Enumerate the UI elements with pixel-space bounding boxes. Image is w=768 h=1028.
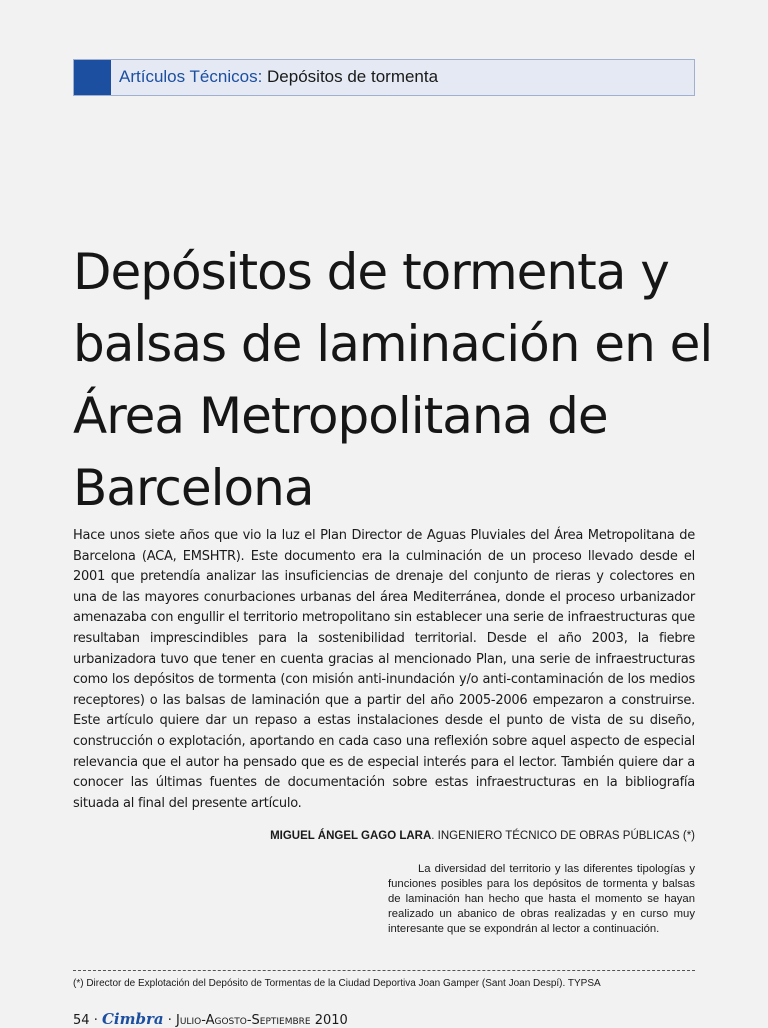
author-role: . INGENIERO TÉCNICO DE OBRAS PÚBLICAS (*) bbox=[431, 830, 695, 842]
section-header bbox=[73, 59, 695, 96]
intro-paragraph: La diversidad del territorio y las diferentes tipologías y funciones posibles para los depósitos de tormenta y balsas de laminación han hecho que hasta el momento se hayan realizado un abanico de obras realizadas y en curso muy interesante que se expondrán al lector a continuación. bbox=[388, 863, 695, 936]
author-name: MIGUEL ÁNGEL GAGO LARA bbox=[270, 830, 432, 842]
article-title: Depósitos de tormenta y balsas de laminación en el Área Metropolitana de Barcelona bbox=[73, 243, 713, 517]
footnote: (*) Director de Explotación del Depósito de Tormentas de la Ciudad Deportiva Joan Gamper (Sant Joan Despí). TYPSA bbox=[73, 978, 601, 989]
section-label: Artículos Técnicos: bbox=[119, 67, 263, 86]
section-header-text bbox=[119, 67, 438, 87]
page-footer bbox=[73, 1010, 348, 1028]
article-abstract: Hace unos siete años que vio la luz el Plan Director de Aguas Pluviales del Área Metropolitana de Barcelona (ACA, EMSHTR). Este documento era la culminación de un proceso llevado desde el 2001 que pretendía analizar las insuficiencias de drenaje del conjunto de rieras y colectores en una de las mayores conurbaciones urbanas del área Mediterránea, donde el proceso urbanizador amenazaba con engullir el territorio metropolitano sin establecer una serie de infraestructuras que resultaban imprescindibles para la sostenibilidad territorial. Desde el año 2003, la fiebre urbanizadora tuvo que tener en cuenta gracias al mencionado Plan, una serie de infraestructuras como los depósitos de tormenta (con misión anti-inundación y/o anti-contaminación de los medios receptores) o las balsas de laminación que a partir del año 2005-2006 empezaron a construirse. Este artículo quiere dar un repaso a estas instalaciones desde el punto de vista de su diseño, construcción o explotación, aportando en cada caso una reflexión sobre aquel aspecto de especial relevancia que el autor ha pensado que es de especial interés para el lector. También quiere dar a conocer las últimas fuentes de documentación sobre estas infraestructuras en la bibliografía situada al final del presente artículo. bbox=[73, 528, 695, 811]
author-byline bbox=[73, 830, 695, 842]
issue-date: Julio-Agosto-Septiembre 2010 bbox=[176, 1013, 348, 1028]
page-number: 54 bbox=[73, 1013, 90, 1028]
footer-separator: · bbox=[93, 1013, 98, 1028]
footer-separator-2: · bbox=[167, 1013, 172, 1028]
cimbra-logo: Cimbra bbox=[101, 1010, 164, 1028]
footnote-divider bbox=[73, 970, 695, 971]
section-color-block bbox=[74, 60, 111, 95]
section-topic: Depósitos de tormenta bbox=[267, 67, 439, 86]
